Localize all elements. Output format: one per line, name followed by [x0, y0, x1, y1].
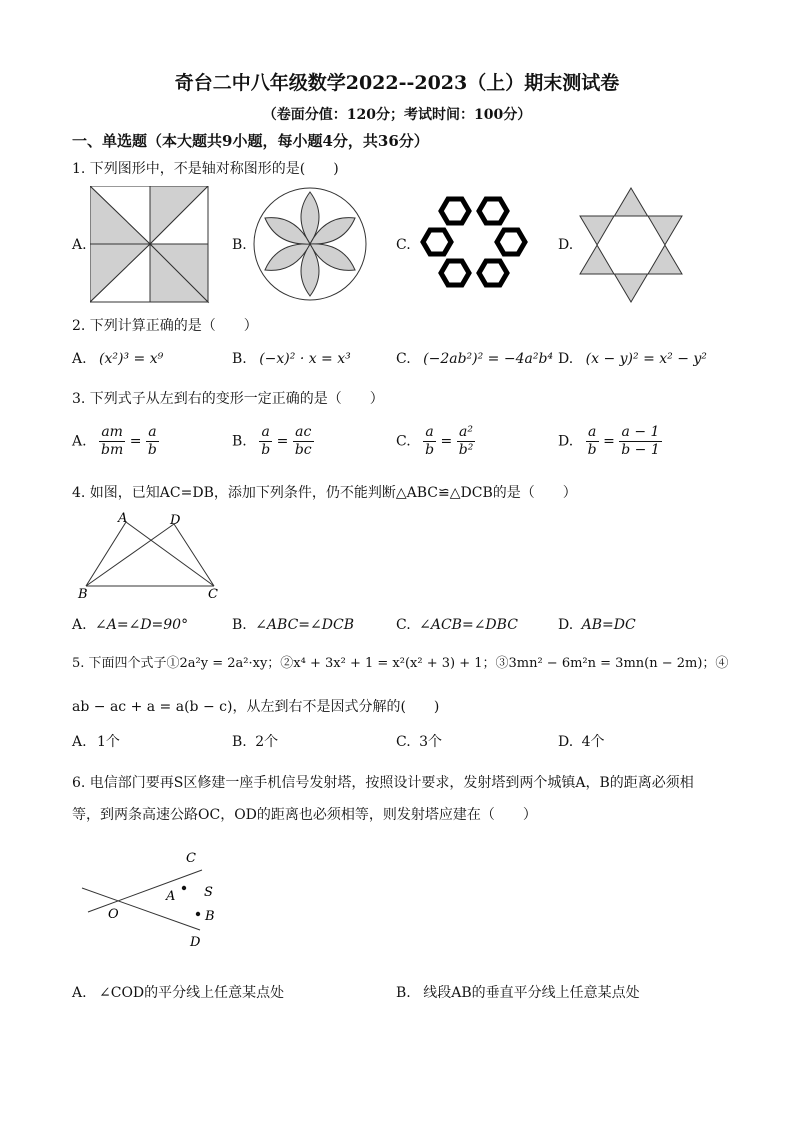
- q1-option-d-label: D.: [558, 237, 574, 253]
- question-1-stem: 1. 下列图形中，不是轴对称图形的是( ): [72, 161, 339, 177]
- q2-option-b-label: B.: [232, 351, 247, 367]
- q2-option-d: [558, 351, 707, 367]
- q3-option-a-right-fraction: $\frac{a}{b}$: [147, 424, 157, 458]
- q2-option-a-expr: (x²)³ = x⁹: [99, 351, 164, 367]
- q1-option-a-label: A.: [72, 237, 87, 253]
- q1-option-b-label: B.: [232, 237, 247, 253]
- point-a-label: A: [166, 889, 176, 904]
- q3-option-a: A. $\frac{am}{bm}$ = $\frac{a}{b}$: [72, 424, 157, 458]
- point-s-label: S: [204, 885, 213, 900]
- q6-option-b-text: 线段AB的垂直平分线上任意某点处: [423, 985, 640, 1001]
- q3-option-b-left-fraction: $\frac{a}{b}$: [261, 424, 271, 458]
- hexagram-icon: [578, 186, 684, 304]
- q1-option-c-label: C.: [396, 237, 411, 253]
- section-heading: 一、单选题（本大题共9小题，每小题4分，共36分）: [72, 132, 429, 150]
- point-a-label: A: [118, 511, 128, 526]
- q5-option-d-label: D.: [558, 734, 574, 750]
- hexagon-cluster-icon: [418, 194, 530, 292]
- question-2-stem: 2. 下列计算正确的是（ ）: [72, 318, 258, 334]
- q5-option-b-label: B.: [232, 734, 247, 750]
- q5-option-a: [72, 731, 120, 751]
- question-5-stem-line-2: ab − ac + a = a(b − c)，从左到右不是因式分解的( ): [72, 699, 440, 715]
- point-b-dot: [196, 912, 200, 916]
- q2-option-a: [72, 351, 163, 367]
- q6-option-b: [396, 982, 640, 1002]
- page-subtitle: （卷面分值：120分；考试时间：100分）: [262, 107, 532, 123]
- q3-option-c-label: C.: [396, 433, 411, 450]
- q5-option-b: [232, 731, 278, 751]
- point-d-label: D: [190, 935, 201, 950]
- q5-option-c: [396, 731, 442, 751]
- q4-option-c-text: ∠ACB=∠DBC: [419, 617, 518, 633]
- question-3-stem: 3. 下列式子从左到右的变形一定正确的是（ ）: [72, 391, 384, 407]
- q3-option-d-label: D.: [558, 433, 574, 450]
- question-5-stem-line-1: 5. 下面四个式子①2a²y = 2a²·xy；②x⁴ + 3x² + 1 = x²(x² + 3) + 1；③3mn² − 6m²n = 3mn(n − 2m)；④: [72, 656, 729, 671]
- question-6-stem-line-2: 等，到两条高速公路OC，OD的距离也必须相等，则发射塔应建在（ ）: [72, 807, 537, 823]
- q3-option-d-left-fraction: $\frac{a}{b}$: [587, 424, 597, 458]
- point-b-label: B: [78, 587, 88, 602]
- q4-option-d: [558, 617, 636, 633]
- q2-option-c-expr: (−2ab²)² = −4a²b⁴: [423, 351, 554, 367]
- q4-option-a-label: A.: [72, 617, 87, 633]
- q4-option-b-text: ∠ABC=∠DCB: [255, 617, 354, 633]
- q5-option-a-label: A.: [72, 734, 87, 750]
- q4-option-b: [232, 617, 354, 633]
- q3-option-b-right-fraction: $\frac{ac}{bc}$: [294, 424, 312, 458]
- pinwheel-icon: [90, 186, 210, 304]
- roads-figure: [78, 848, 228, 952]
- q6-option-a-label: A.: [72, 985, 87, 1001]
- q3-option-c-left-fraction: $\frac{a}{b}$: [425, 424, 435, 458]
- q5-option-a-text: 1个: [97, 734, 120, 750]
- q3-option-d: D. $\frac{a}{b}$ = $\frac{a - 1}{b - 1}$: [558, 424, 660, 458]
- q2-option-b: [232, 351, 351, 367]
- q2-option-c: [396, 351, 553, 367]
- q5-option-d: [558, 731, 605, 751]
- triangle-figure: [74, 510, 226, 602]
- q3-option-c: C. $\frac{a}{b}$ = $\frac{\text{a²}}{\text{b²}}$: [396, 424, 474, 458]
- q5-option-b-text: 2个: [255, 734, 279, 750]
- q5-option-c-label: C.: [396, 734, 411, 750]
- q2-option-a-label: A.: [72, 351, 87, 367]
- q6-option-a: [72, 982, 284, 1002]
- question-4-stem: 4. 如图，已知AC=DB，添加下列条件，仍不能判断△ABC≌△DCB的是（ ）: [72, 485, 577, 501]
- point-d-label: D: [170, 513, 181, 528]
- point-a-dot: [182, 886, 186, 890]
- page-title: 奇台二中八年级数学2022--2023（上）期末测试卷: [174, 72, 620, 94]
- q4-option-c-label: C.: [396, 617, 411, 633]
- q2-option-d-label: D.: [558, 351, 574, 367]
- flower-circle-icon: [252, 186, 368, 302]
- q2-option-b-expr: (−x)² · x = x³: [259, 351, 351, 367]
- q4-option-d-text: AB=DC: [581, 617, 636, 633]
- point-c-label: C: [208, 587, 218, 602]
- q3-option-a-label: A.: [72, 433, 87, 450]
- q2-option-d-expr: (x − y)² = x² − y²: [585, 351, 707, 367]
- q4-option-c: [396, 617, 518, 633]
- question-6-stem-line-1: 6. 电信部门要再S区修建一座手机信号发射塔，按照设计要求，发射塔到两个城镇A，B的距离必须相: [72, 775, 694, 791]
- q5-option-d-text: 4个: [581, 734, 605, 750]
- q6-option-a-text: ∠COD的平分线上任意某点处: [99, 985, 285, 1001]
- q3-option-b-label: B.: [232, 433, 247, 450]
- q4-option-a-text: ∠A=∠D=90°: [95, 617, 189, 633]
- q4-option-a: [72, 617, 188, 633]
- point-o-label: O: [108, 907, 119, 922]
- q6-option-b-label: B.: [396, 985, 411, 1001]
- point-c-label: C: [186, 851, 196, 866]
- q5-option-c-text: 3个: [419, 734, 443, 750]
- q3-option-c-right-fraction: $\frac{\text{a²}}{\text{b²}}$: [458, 424, 474, 458]
- q3-option-d-right-fraction: $\frac{a - 1}{b - 1}$: [621, 424, 660, 458]
- q3-option-b: B. $\frac{a}{b}$ = $\frac{ac}{bc}$: [232, 424, 312, 458]
- q4-option-b-label: B.: [232, 617, 247, 633]
- q4-option-d-label: D.: [558, 617, 574, 633]
- point-b-label: B: [205, 909, 215, 924]
- q2-option-c-label: C.: [396, 351, 411, 367]
- q3-option-a-left-fraction: $\frac{am}{bm}$: [101, 424, 124, 458]
